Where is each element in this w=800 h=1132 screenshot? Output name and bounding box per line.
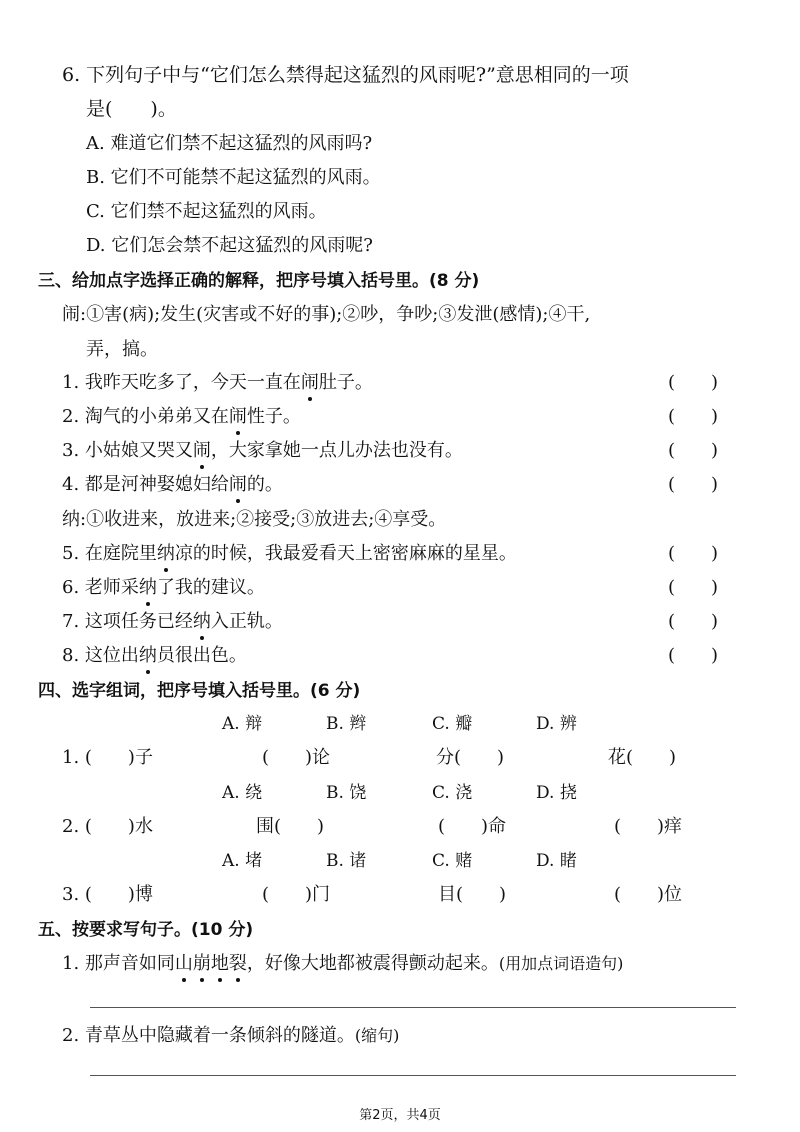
dotted-char: 纳 (139, 643, 157, 669)
group1-word-1[interactable]: 1. ( )子 (62, 747, 153, 768)
dotted-char: 闹 (229, 404, 247, 430)
q6-option-a: A. 难道它们禁不起这猛烈的风雨吗? (86, 133, 373, 154)
answer-paren[interactable]: ( ) (668, 406, 719, 427)
answer-line-2[interactable] (90, 1075, 736, 1076)
answer-paren[interactable]: ( ) (668, 440, 719, 461)
dotted-char: 山 (175, 951, 193, 977)
nao-item-2: 2. 淘气的小弟弟又在闹性子。 (62, 404, 301, 430)
section5-item-1: 1. 那声音如同山崩地裂，好像大地都被震得颤动起来。(用加点词语造句) (62, 951, 623, 977)
group2-option-c: C. 浇 (432, 783, 473, 803)
answer-paren[interactable]: ( ) (668, 372, 719, 393)
nao-item-1: 1. 我昨天吃多了，今天一直在闹肚子。 (62, 370, 373, 396)
group2-word-4[interactable]: ( )痒 (614, 816, 683, 837)
group1-option-d: D. 辨 (536, 714, 577, 734)
group3-word-2[interactable]: ( )门 (262, 884, 331, 905)
dotted-char: 裂 (229, 951, 247, 977)
dotted-char: 地 (211, 951, 229, 977)
section5-item-2: 2. 青草丛中隐藏着一条倾斜的隧道。(缩句) (62, 1025, 400, 1046)
na-definition: 纳:①收进来，放进来;②接受;③放进去;④享受。 (62, 509, 447, 530)
group2-word-1[interactable]: 2. ( )水 (62, 816, 153, 837)
section5-title: 五、按要求写句子。(10 分) (38, 920, 254, 940)
group3-option-b: B. 诸 (326, 851, 367, 871)
q6-option-c: C. 它们禁不起这猛烈的风雨。 (86, 201, 327, 222)
group1-word-4[interactable]: 花( ) (608, 747, 677, 768)
answer-paren[interactable]: ( ) (668, 543, 719, 564)
group3-option-a: A. 堵 (222, 851, 263, 871)
group3-word-4[interactable]: ( )位 (614, 884, 683, 905)
group3-option-d: D. 睹 (536, 851, 577, 871)
dotted-char: 闹 (301, 370, 319, 396)
nao-item-4: 4. 都是河神娶媳妇给闹的。 (62, 472, 283, 498)
group3-option-c: C. 赌 (432, 851, 473, 871)
instruction-note: (缩句) (354, 1026, 400, 1045)
group1-word-2[interactable]: ( )论 (262, 747, 331, 768)
group2-word-2[interactable]: 围( ) (256, 816, 325, 837)
dotted-char: 纳 (193, 609, 211, 635)
dotted-char: 纳 (157, 541, 175, 567)
na-item-6: 6. 老师采纳了我的建议。 (62, 575, 265, 601)
group1-option-b: B. 辫 (326, 714, 367, 734)
na-item-7: 7. 这项任务已经纳入正轨。 (62, 609, 283, 635)
section3-title: 三、给加点字选择正确的解释，把序号填入括号里。(8 分) (38, 271, 480, 291)
group3-word-3[interactable]: 目( ) (438, 884, 507, 905)
q6-option-d: D. 它们怎会禁不起这猛烈的风雨呢? (86, 235, 373, 256)
dotted-char: 闹 (193, 438, 211, 464)
na-item-5: 5. 在庭院里纳凉的时候，我最爱看天上密密麻麻的星星。 (62, 541, 517, 567)
group1-option-a: A. 辩 (222, 714, 263, 734)
nao-definition-line2: 弄，搞。 (86, 339, 158, 360)
group2-word-3[interactable]: ( )命 (438, 816, 507, 837)
nao-item-3: 3. 小姑娘又哭又闹，大家拿她一点儿办法也没有。 (62, 438, 463, 464)
group1-option-c: C. 瓣 (432, 714, 473, 734)
group1-word-3[interactable]: 分( ) (436, 747, 505, 768)
dotted-char: 纳 (139, 575, 157, 601)
answer-paren[interactable]: ( ) (668, 474, 719, 495)
nao-definition-line1: 闹:①害(病);发生(灾害或不好的事);②吵，争吵;③发泄(感情);④干, (62, 304, 591, 325)
answer-paren[interactable]: ( ) (668, 611, 719, 632)
q6-stem-line2: 是( )。 (86, 98, 177, 120)
dotted-char: 崩 (193, 951, 211, 977)
group3-word-1[interactable]: 3. ( )博 (62, 884, 153, 905)
group2-option-d: D. 挠 (536, 783, 577, 803)
dotted-phrase (175, 953, 247, 974)
q6-option-b: B. 它们不可能禁不起这猛烈的风雨。 (86, 167, 381, 188)
dotted-char: 闹 (229, 472, 247, 498)
group2-option-b: B. 饶 (326, 783, 367, 803)
group2-option-a: A. 绕 (222, 783, 263, 803)
section4-title: 四、选字组词，把序号填入括号里。(6 分) (38, 681, 361, 701)
na-item-8: 8. 这位出纳员很出色。 (62, 643, 247, 669)
page-footer: 第2页，共4页 (359, 1108, 441, 1123)
q6-stem-line1: 6. 下列句子中与“它们怎么禁得起这猛烈的风雨呢?”意思相同的一项 (62, 64, 629, 86)
instruction-note: (用加点词语造句) (498, 954, 624, 973)
answer-paren[interactable]: ( ) (668, 577, 719, 598)
answer-line-1[interactable] (90, 1007, 736, 1008)
answer-paren[interactable]: ( ) (668, 645, 719, 666)
